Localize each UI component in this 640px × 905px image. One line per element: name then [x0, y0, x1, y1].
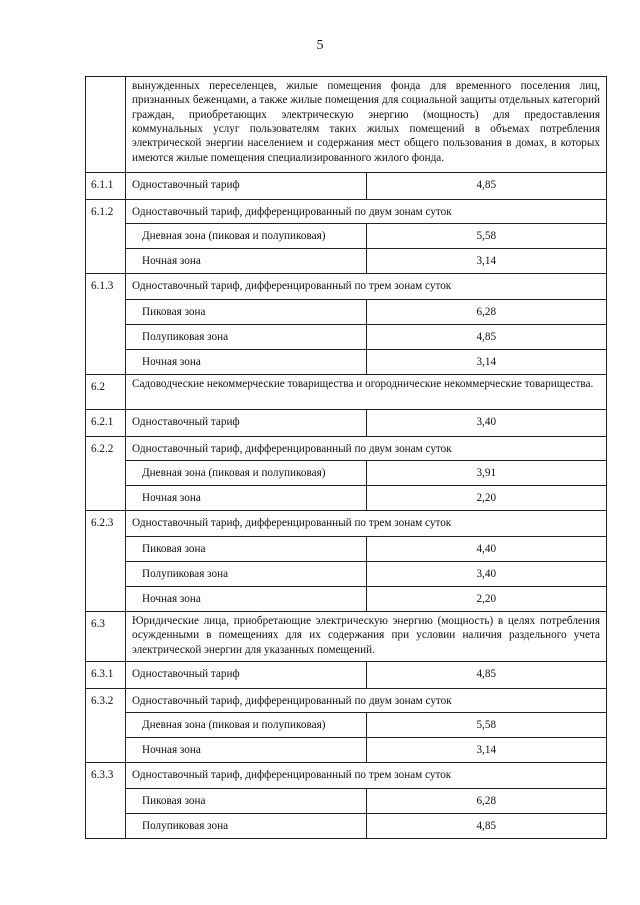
row-label: Одноставочный тариф, дифференцированный по двум зонам суток: [126, 437, 607, 461]
row-code: 6.3: [86, 612, 126, 662]
zone-label: Дневная зона (пиковая и полупиковая): [126, 713, 367, 738]
row-label: Одноставочный тариф, дифференцированный по трем зонам суток: [126, 511, 607, 537]
row-value: 4,85: [366, 325, 607, 350]
row-code: [86, 486, 126, 511]
zone-label: Полупиковая зона: [126, 562, 367, 587]
row-code: [86, 814, 126, 839]
table-row: [86, 224, 607, 249]
row-code: [86, 537, 126, 562]
row-code: [86, 587, 126, 612]
table-row: [86, 662, 607, 689]
row-value: 3,40: [366, 562, 607, 587]
row-code: 6.2: [86, 375, 126, 410]
zone-label: Ночная зона: [126, 486, 367, 511]
row-value: 2,20: [366, 587, 607, 612]
row-value: 4,40: [366, 537, 607, 562]
row-code: 6.3.1: [86, 662, 126, 689]
row-label: Одноставочный тариф: [126, 410, 367, 437]
row-code: 6.1.1: [86, 173, 126, 200]
zone-label: Ночная зона: [126, 587, 367, 612]
zone-label: Полупиковая зона: [126, 814, 367, 839]
page-number: 5: [316, 38, 324, 53]
row-value: 4,85: [366, 814, 607, 839]
table-row: [86, 486, 607, 511]
row-code: [86, 350, 126, 375]
table-row: [86, 763, 607, 789]
table-row: [86, 587, 607, 612]
table-row: [86, 713, 607, 738]
row-value: 4,85: [366, 662, 607, 689]
intro-text: вынужденных переселенцев, жилые помещения фонда для временного поселения лиц, признанных беженцами, а также жилые помещения для социальной защиты отдельных категорий граждан, приобретающих электрическую энергию (мощность) для предоставления коммунальных услуг пользователям таких жилых помещений в объемах потребления электрической энергии населением и содержания мест общего пользования в домах, в которых имеются жилые помещения специализированного жилого фонда.: [126, 77, 607, 173]
table-row: [86, 461, 607, 486]
table-row: [86, 562, 607, 587]
zone-label: Ночная зона: [126, 249, 367, 274]
table-row: [86, 410, 607, 437]
zone-label: Дневная зона (пиковая и полупиковая): [126, 224, 367, 249]
row-label: Одноставочный тариф, дифференцированный по трем зонам суток: [126, 274, 607, 300]
table-row: [86, 814, 607, 839]
row-code: [86, 77, 126, 173]
table-row: [86, 689, 607, 713]
row-code: 6.2.2: [86, 437, 126, 461]
row-code: 6.1.3: [86, 274, 126, 300]
row-code: 6.1.2: [86, 200, 126, 224]
row-value: 3,14: [366, 738, 607, 763]
table-row: [86, 77, 607, 173]
row-value: 4,85: [366, 173, 607, 200]
row-value: 5,58: [366, 713, 607, 738]
table-row: [86, 537, 607, 562]
row-code: 6.3.3: [86, 763, 126, 789]
row-code: [86, 562, 126, 587]
table-row: [86, 789, 607, 814]
row-code: [86, 789, 126, 814]
row-label: Одноставочный тариф, дифференцированный по двум зонам суток: [126, 689, 607, 713]
row-value: 5,58: [366, 224, 607, 249]
row-code: [86, 224, 126, 249]
table-row: [86, 249, 607, 274]
table-row: [86, 511, 607, 537]
row-code: 6.3.2: [86, 689, 126, 713]
row-code: [86, 300, 126, 325]
zone-label: Пиковая зона: [126, 789, 367, 814]
row-code: 6.2.3: [86, 511, 126, 537]
row-value: 3,40: [366, 410, 607, 437]
table-row: [86, 350, 607, 375]
table-row: [86, 437, 607, 461]
zone-label: Полупиковая зона: [126, 325, 367, 350]
zone-label: Ночная зона: [126, 350, 367, 375]
row-value: 3,91: [366, 461, 607, 486]
table-row: [86, 738, 607, 763]
table-row: [86, 173, 607, 200]
row-code: [86, 249, 126, 274]
tariff-table: [85, 76, 607, 839]
row-text: Юридические лица, приобретающие электрическую энергию (мощность) в целях потребления осужденными в помещениях для их содержания при условии наличия раздельного учета электрической энергии для указанных помещений.: [126, 612, 607, 662]
row-code: [86, 738, 126, 763]
zone-label: Пиковая зона: [126, 537, 367, 562]
row-label: Одноставочный тариф, дифференцированный по двум зонам суток: [126, 200, 607, 224]
row-code: [86, 325, 126, 350]
row-value: 3,14: [366, 350, 607, 375]
row-code: [86, 461, 126, 486]
table-row: [86, 375, 607, 410]
row-value: 6,28: [366, 789, 607, 814]
row-code: [86, 713, 126, 738]
zone-label: Дневная зона (пиковая и полупиковая): [126, 461, 367, 486]
table-row: [86, 274, 607, 300]
row-value: 3,14: [366, 249, 607, 274]
table-row: [86, 300, 607, 325]
zone-label: Пиковая зона: [126, 300, 367, 325]
table-row: [86, 325, 607, 350]
row-code: 6.2.1: [86, 410, 126, 437]
row-text: Садоводческие некоммерческие товарищества и огороднические некоммерческие товарищества.: [126, 375, 607, 410]
row-value: 6,28: [366, 300, 607, 325]
row-label: Одноставочный тариф: [126, 173, 367, 200]
row-label: Одноставочный тариф: [126, 662, 367, 689]
row-value: 2,20: [366, 486, 607, 511]
table-row: [86, 612, 607, 662]
table-row: [86, 200, 607, 224]
zone-label: Ночная зона: [126, 738, 367, 763]
row-label: Одноставочный тариф, дифференцированный по трем зонам суток: [126, 763, 607, 789]
